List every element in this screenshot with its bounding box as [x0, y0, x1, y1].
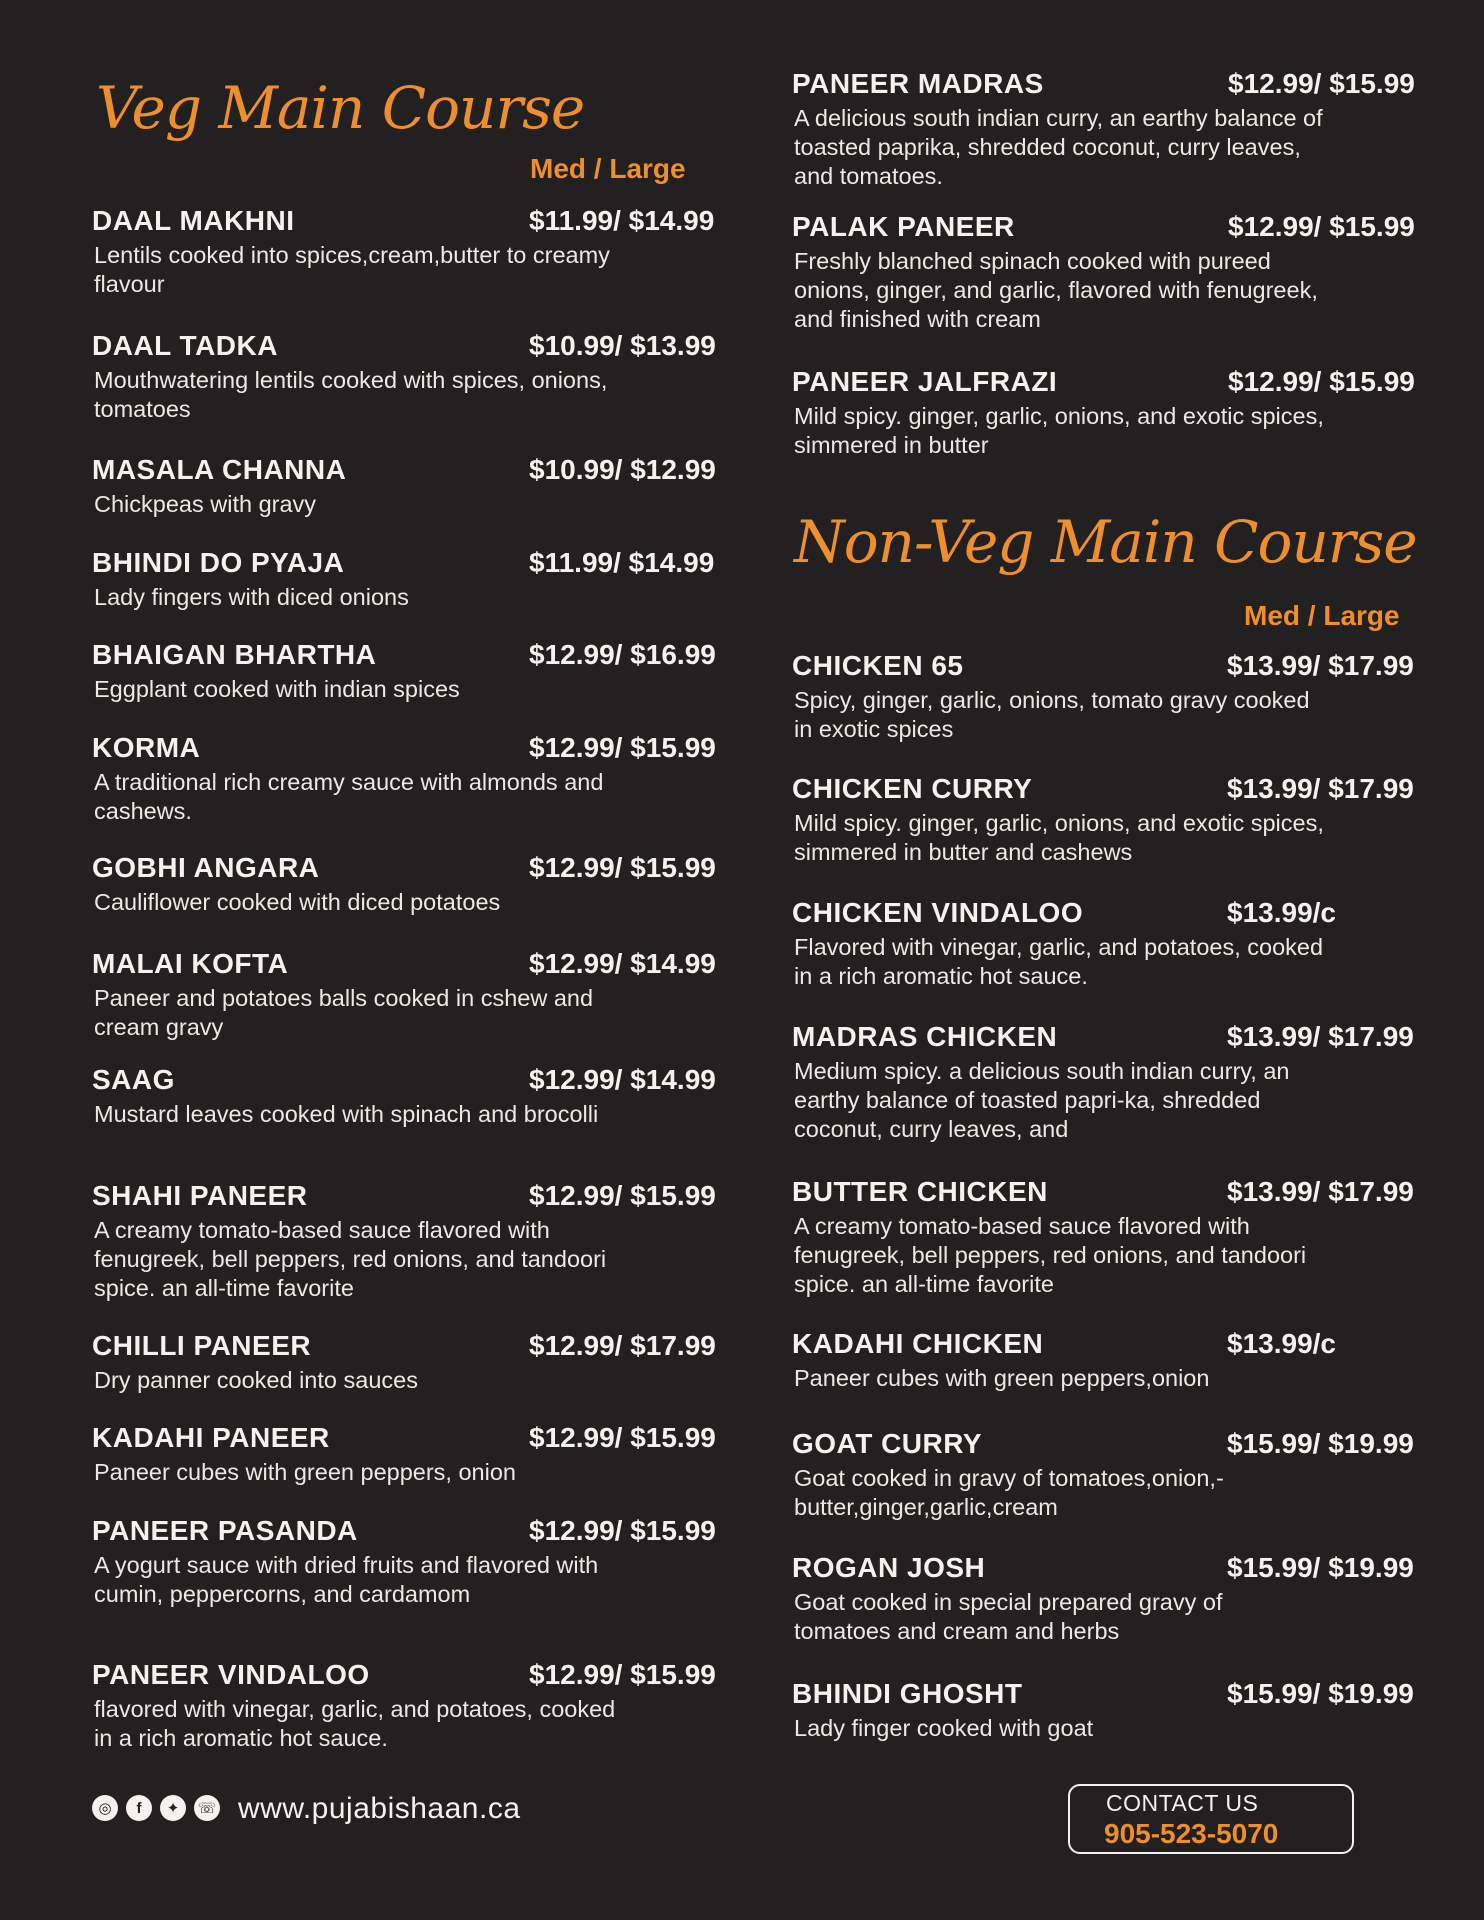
item-description: Medium spicy. a delicious south indian curry, an earthy balance of toasted papri-ka, shredded coconut, curry leaves, and: [794, 1058, 1290, 1142]
item-name: MALAI KOFTA: [92, 948, 289, 979]
item-name: ROGAN JOSH: [792, 1552, 986, 1583]
item-name: MASALA CHANNA: [92, 454, 347, 485]
instagram-icon[interactable]: ◎: [92, 1795, 118, 1821]
item-name: GOBHI ANGARA: [92, 852, 320, 883]
item-description: Mustard leaves cooked with spinach and brocolli: [94, 1101, 599, 1127]
item-name: KADAHI CHICKEN: [792, 1328, 1044, 1359]
nonveg-size-header: Med / Large: [1244, 600, 1400, 631]
item-price: $12.99/ $15.99: [529, 1180, 716, 1211]
item-price: $12.99/ $15.99: [1228, 68, 1415, 99]
item-price: $11.99/ $14.99: [529, 547, 715, 578]
item-price: $12.99/ $15.99: [529, 1659, 716, 1690]
item-description: Lady finger cooked with goat: [794, 1715, 1094, 1741]
item-description: A yogurt sauce with dried fruits and flavored with cumin, peppercorns, and cardamom: [94, 1552, 599, 1607]
item-description: Cauliflower cooked with diced potatoes: [94, 889, 501, 915]
item-price: $12.99/ $15.99: [529, 852, 716, 883]
website-link[interactable]: www.pujabishaan.ca: [238, 1792, 521, 1825]
contact-label: CONTACT US: [1106, 1790, 1259, 1816]
item-description: A creamy tomato-based sauce flavored with fenugreek, bell peppers, red onions, and tandoori spice. an all-time favorite: [794, 1213, 1307, 1297]
item-name: DAAL TADKA: [92, 330, 278, 361]
nonveg-section-title: Non-Veg Main Course: [794, 508, 1417, 576]
item-description: Dry panner cooked into sauces: [94, 1367, 418, 1393]
twitter-icon[interactable]: ✦: [160, 1795, 186, 1821]
item-name: BHAIGAN BHARTHA: [92, 639, 377, 670]
contact-phone[interactable]: 905-523-5070: [1104, 1818, 1279, 1849]
item-price: $12.99/ $15.99: [529, 1422, 716, 1453]
item-name: DAAL MAKHNI: [92, 205, 295, 236]
item-description: Lentils cooked into spices,cream,butter to creamy flavour: [94, 242, 610, 297]
contact-box: [1068, 1784, 1354, 1854]
item-price: $12.99/ $15.99: [1228, 366, 1415, 397]
item-price: $13.99/ $17.99: [1227, 650, 1414, 681]
item-name: SAAG: [92, 1064, 175, 1095]
item-name: CHILLI PANEER: [92, 1330, 312, 1361]
item-description: Mouthwatering lentils cooked with spices, onions, tomatoes: [94, 367, 608, 422]
item-description: Freshly blanched spinach cooked with pureed onions, ginger, and garlic, flavored with fenugreek, and finished with cream: [794, 248, 1318, 332]
item-name: CHICKEN VINDALOO: [792, 897, 1084, 928]
item-description: Goat cooked in gravy of tomatoes,onion,-butter,ginger,garlic,cream: [794, 1465, 1224, 1520]
item-name: CHICKEN CURRY: [792, 773, 1033, 804]
item-description: Goat cooked in special prepared gravy of tomatoes and cream and herbs: [794, 1589, 1223, 1644]
item-name: PANEER PASANDA: [92, 1515, 358, 1546]
item-price: $13.99/ $17.99: [1227, 773, 1414, 804]
item-description: Mild spicy. ginger, garlic, onions, and exotic spices, simmered in butter: [794, 403, 1324, 458]
item-price: $12.99/ $17.99: [529, 1330, 716, 1361]
item-price: $12.99/ $14.99: [529, 1064, 716, 1095]
item-name: PANEER MADRAS: [792, 68, 1044, 99]
item-name: BHINDI GHOSHT: [792, 1678, 1023, 1709]
item-description: Paneer and potatoes balls cooked in cshew and cream gravy: [94, 985, 594, 1040]
item-description: Flavored with vinegar, garlic, and potatoes, cooked in a rich aromatic hot sauce.: [794, 934, 1324, 989]
item-price: $12.99/ $15.99: [529, 1515, 716, 1546]
item-description: Eggplant cooked with indian spices: [94, 676, 460, 702]
item-name: CHICKEN 65: [792, 650, 964, 681]
veg-section-title: Veg Main Course: [96, 74, 585, 142]
item-price: $12.99/ $15.99: [1228, 211, 1415, 242]
item-description: flavored with vinegar, garlic, and potatoes, cooked in a rich aromatic hot sauce.: [94, 1696, 616, 1751]
item-name: PANEER JALFRAZI: [792, 366, 1058, 397]
item-name: GOAT CURRY: [792, 1428, 983, 1459]
item-price: $12.99/ $15.99: [529, 732, 716, 763]
item-name: KORMA: [92, 732, 201, 763]
item-price: $11.99/ $14.99: [529, 205, 715, 236]
item-price: $10.99/ $12.99: [529, 454, 716, 485]
item-description: Spicy, ginger, garlic, onions, tomato gravy cooked in exotic spices: [794, 687, 1310, 742]
item-name: KADAHI PANEER: [92, 1422, 330, 1453]
item-price: $10.99/ $13.99: [529, 330, 716, 361]
item-description: A creamy tomato-based sauce flavored with fenugreek, bell peppers, red onions, and tandoori spice. an all-time favorite: [94, 1217, 607, 1301]
item-name: BUTTER CHICKEN: [792, 1176, 1048, 1207]
item-price: $15.99/ $19.99: [1227, 1552, 1414, 1583]
item-price: $12.99/ $14.99: [529, 948, 716, 979]
item-name: PANEER VINDALOO: [92, 1659, 370, 1690]
item-name: SHAHI PANEER: [92, 1180, 308, 1211]
item-price: $13.99/ $17.99: [1227, 1176, 1414, 1207]
item-description: A delicious south indian curry, an earthy balance of toasted paprika, shredded coconut, curry leaves, and tomatoes.: [794, 105, 1323, 189]
facebook-icon[interactable]: f: [126, 1795, 152, 1821]
social-links: [92, 1795, 220, 1821]
item-name: BHINDI DO PYAJA: [92, 547, 345, 578]
item-description: Lady fingers with diced onions: [94, 584, 409, 610]
item-description: Paneer cubes with green peppers,onion: [794, 1365, 1210, 1391]
whatsapp-icon[interactable]: ☏: [194, 1795, 220, 1821]
item-name: PALAK PANEER: [792, 211, 1015, 242]
item-description: Mild spicy. ginger, garlic, onions, and exotic spices, simmered in butter and cashews: [794, 810, 1324, 865]
item-price: $13.99/c: [1227, 1328, 1336, 1359]
item-price: $12.99/ $16.99: [529, 639, 716, 670]
item-price: $13.99/c: [1227, 897, 1336, 928]
item-description: A traditional rich creamy sauce with almonds and cashews.: [94, 769, 604, 824]
item-price: $15.99/ $19.99: [1227, 1428, 1414, 1459]
item-name: MADRAS CHICKEN: [792, 1021, 1058, 1052]
item-description: Chickpeas with gravy: [94, 491, 317, 517]
veg-size-header: Med / Large: [530, 153, 686, 184]
item-description: Paneer cubes with green peppers, onion: [94, 1459, 516, 1485]
item-price: $15.99/ $19.99: [1227, 1678, 1414, 1709]
item-price: $13.99/ $17.99: [1227, 1021, 1414, 1052]
